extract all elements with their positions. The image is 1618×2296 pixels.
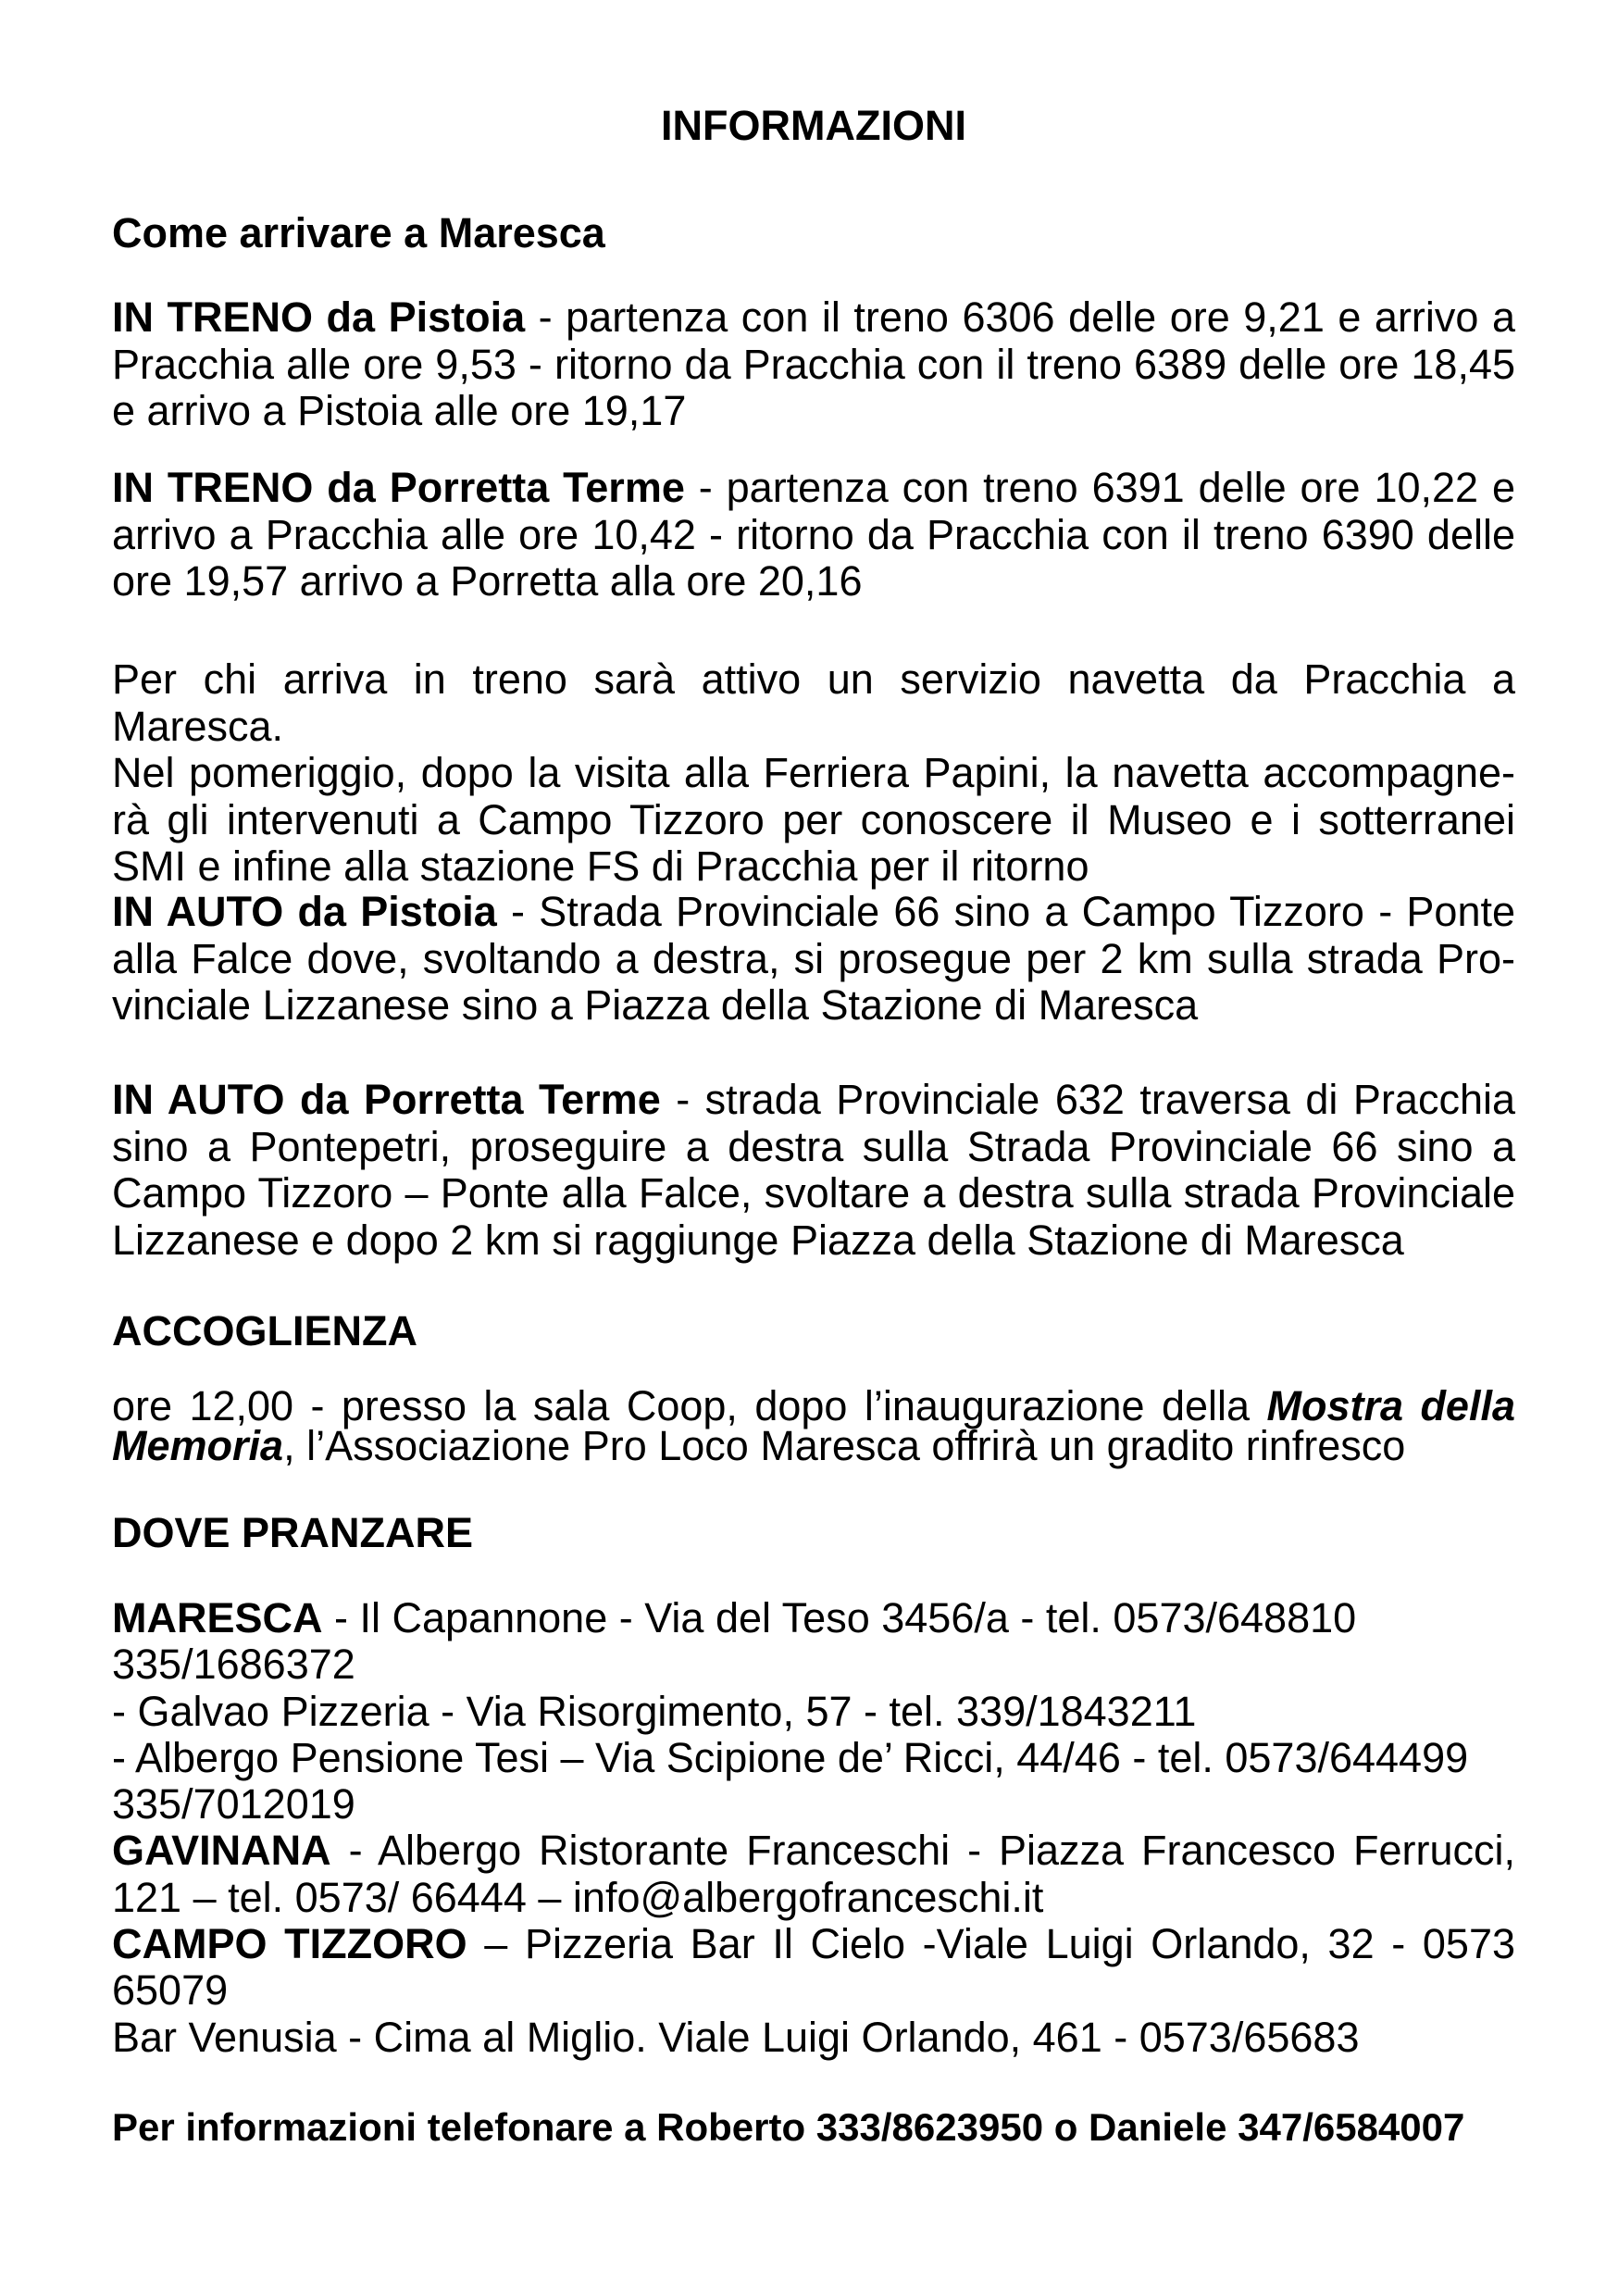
paragraph-text: - strada Provinciale 632 traversa di Pracchia <box>660 1076 1515 1123</box>
list-item <box>112 1921 1515 1967</box>
list-item: 65079 <box>112 1966 229 2015</box>
paragraph-accoglienza <box>112 1382 1515 1469</box>
section-heading-come-arrivare <box>112 210 1515 257</box>
paragraph-text: - Strada Provinciale 66 sino a Campo Tizzoro - Ponte <box>496 888 1515 935</box>
list-item: 335/7012019 <box>112 1780 355 1828</box>
section-title: ACCOGLIENZA <box>112 1307 417 1354</box>
list-item-text: – Pizzeria Bar Il Cielo -Viale Luigi Orlando, 32 - 0573 <box>467 1920 1516 1968</box>
paragraph-line <box>112 465 1515 512</box>
paragraph-line: Pracchia alle ore 9,53 - ritorno da Pracchia con il treno 6389 delle ore 18,45 <box>112 340 1515 388</box>
paragraph-navetta <box>112 656 1515 891</box>
page-title: INFORMAZIONI <box>661 102 966 149</box>
paragraph-text: , l’Associazione Pro Loco Maresca offrirà un gradito rinfresco <box>283 1422 1406 1469</box>
paragraph-text: ore 12,00 - presso la sala Coop, dopo l’inaugurazione della <box>112 1382 1267 1429</box>
paragraph-treno-pistoia <box>112 294 1515 435</box>
list-item-text: - Albergo Ristorante Franceschi - Piazza Francesco Ferrucci, <box>330 1827 1515 1875</box>
paragraph-line <box>112 1077 1515 1124</box>
list-item: 335/1686372 <box>112 1641 355 1689</box>
list-item: Bar Venusia - Cima al Miglio. Viale Luigi Orlando, 461 - 0573/65683 <box>112 2013 1360 2061</box>
place-label: MARESCA <box>112 1594 323 1641</box>
list-item: 121 – tel. 0573/ 66444 – info@albergofranceschi.it <box>112 1873 1044 1921</box>
list-item: - Albergo Pensione Tesi – Via Scipione de’ Ricci, 44/46 - tel. 0573/644499 <box>112 1733 1469 1781</box>
list-item <box>112 1595 1515 1641</box>
section-title: DOVE PRANZARE <box>112 1509 474 1556</box>
paragraph-line <box>112 294 1515 342</box>
paragraph-line: rà gli intervenuti a Campo Tizzoro per conoscere il Museo e i sotterranei <box>112 795 1515 843</box>
place-label: CAMPO TIZZORO <box>112 1920 467 1968</box>
paragraph-line: vinciale Lizzanese sino a Piazza della Stazione di Maresca <box>112 981 1199 1029</box>
page-title-block <box>112 103 1515 150</box>
paragraph-line: e arrivo a Pistoia alle ore 19,17 <box>112 387 687 434</box>
paragraph-line: Per chi arriva in treno sarà attivo un servizio navetta da Pracchia a Maresca. <box>112 655 1515 750</box>
list-item-text: - Il Capannone - Via del Teso 3456/a - tel. 0573/648810 <box>322 1594 1357 1641</box>
paragraph-line <box>112 1382 1515 1429</box>
mostra-title: Mostra della <box>1266 1382 1515 1429</box>
paragraph-treno-porretta <box>112 465 1515 605</box>
paragraph-line: SMI e infine alla stazione FS di Pracchia per il ritorno <box>112 842 1089 890</box>
paragraph-label: IN AUTO da Porretta Terme <box>112 1076 661 1123</box>
list-item <box>112 1828 1515 1874</box>
paragraph-line: sino a Pontepetri, proseguire a destra sulla Strada Provinciale 66 sino a <box>112 1122 1515 1170</box>
paragraph-line: arrivo a Pracchia alle ore 10,42 - ritorno da Pracchia con il treno 6390 delle <box>112 510 1515 558</box>
paragraph-label: IN TRENO da Porretta Terme <box>112 464 685 511</box>
paragraph-auto-pistoia <box>112 889 1515 1029</box>
paragraph-label: IN AUTO da Pistoia <box>112 888 497 935</box>
paragraph-auto-porretta <box>112 1077 1515 1264</box>
list-item: - Galvao Pizzeria - Via Risorgimento, 57 - tel. 339/1843211 <box>112 1687 1197 1735</box>
paragraph-line: Lizzanese e dopo 2 km si raggiunge Piazza della Stazione di Maresca <box>112 1216 1404 1264</box>
paragraph-label: IN TRENO da Pistoia <box>112 293 526 341</box>
section-heading-dove-pranzare <box>112 1510 1515 1557</box>
restaurant-list <box>112 1595 1515 2061</box>
paragraph-text: - partenza con il treno 6306 delle ore 9,21 e arrivo a <box>525 293 1515 341</box>
place-label: GAVINANA <box>112 1827 331 1875</box>
paragraph-line: Campo Tizzoro – Ponte alla Falce, svoltare a destra sulla strada Provinciale <box>112 1169 1515 1217</box>
paragraph-text: - partenza con treno 6391 delle ore 10,22 e <box>684 464 1515 511</box>
paragraph-line: alla Falce dove, svoltando a destra, si prosegue per 2 km sulla strada Pro- <box>112 934 1515 982</box>
paragraph-line: ore 19,57 arrivo a Porretta alla ore 20,16 <box>112 557 863 605</box>
mostra-title: Memoria <box>112 1422 284 1469</box>
paragraph-line <box>112 1422 1515 1469</box>
section-heading-accoglienza <box>112 1308 1515 1355</box>
section-title: Come arrivare a Maresca <box>112 209 605 256</box>
contact-footer <box>112 2104 1515 2151</box>
paragraph-line: Nel pomeriggio, dopo la visita alla Ferriera Papini, la navetta accompagne- <box>112 749 1515 796</box>
paragraph-line <box>112 889 1515 936</box>
contact-info: Per informazioni telefonare a Roberto 333/8623950 o Daniele 347/6584007 <box>112 2105 1465 2149</box>
